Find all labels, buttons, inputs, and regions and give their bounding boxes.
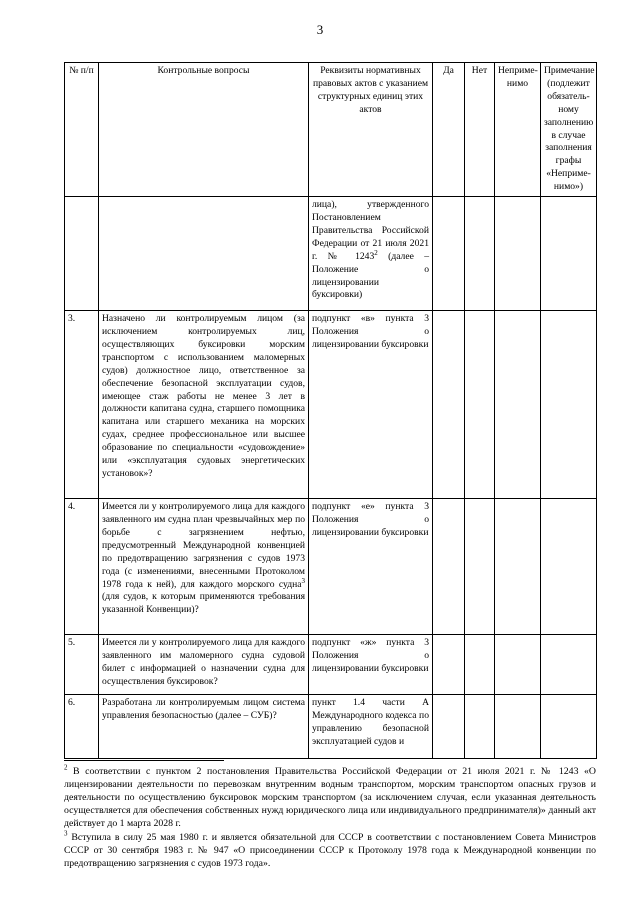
footnote-2: $^2$ В соответствии с пунктом 2 постановления Правительства Российской Федерации от 21 июля 2021 г. № 1243 «О лицензировании деятельности по перевозкам внутренним водным транспортом, морским транспортом опасных грузов и деятельности по осуществлению буксировок морским транспортом (за исключением случая, если указанная деятельность осуществляется для обеспечения собственных нужд юридического лица или индивидуального предпринимателя)» данный акт действует до 1 марта 2028 г.	[64, 763, 596, 829]
table-row-3	[65, 311, 597, 499]
table-header-row	[65, 63, 597, 197]
cell-not-applicable[interactable]	[495, 695, 541, 759]
cell-note[interactable]	[541, 311, 597, 499]
cell-yes[interactable]	[433, 311, 465, 499]
header-requisites: Реквизиты нормативных правовых актов с указанием структурных единиц этих актов	[309, 63, 433, 197]
footnotes	[64, 765, 596, 871]
header-questions: Контрольные вопросы	[99, 63, 309, 197]
cell-no[interactable]	[465, 695, 495, 759]
cell-not-applicable[interactable]	[495, 311, 541, 499]
header-number: № п/п	[65, 63, 99, 197]
cell-number	[65, 197, 99, 311]
cell-note[interactable]	[541, 499, 597, 635]
cell-no[interactable]	[465, 311, 495, 499]
cell-note[interactable]	[541, 635, 597, 695]
cell-no[interactable]	[465, 197, 495, 311]
cell-no[interactable]	[465, 635, 495, 695]
cell-question: Разработана ли контролируемым лицом система управления безопасностью (далее – СУБ)?	[99, 695, 309, 759]
cell-requisite: подпункт «в» пункта 3 Положения о лицензировании буксировки	[309, 311, 433, 499]
cell-number: 3.	[65, 311, 99, 499]
header-not-applicable: Неприме-нимо	[495, 63, 541, 197]
footnote-ref-2: 2	[374, 248, 378, 257]
cell-yes[interactable]	[433, 695, 465, 759]
cell-not-applicable[interactable]	[495, 197, 541, 311]
cell-question: Имеется ли у контролируемого лица для каждого заявленного им судна план чрезвычайных мер по борьбе с загрязнением нефтью, предусмотренный Международной конвенцией по предотвращению загрязнения с судов 1973 года (с изменениями, внесенными Протоколом 1978 года к ней), для каждого морского судна$^3$ (для судов, к которым применяются требования указанной Конвенции)?	[99, 499, 309, 635]
table-row-continuation	[65, 197, 597, 311]
cell-note[interactable]	[541, 197, 597, 311]
cell-no[interactable]	[465, 499, 495, 635]
page-number: 3	[316, 22, 324, 37]
cell-yes[interactable]	[433, 635, 465, 695]
cell-requisite: пункт 1.4 части А Международного кодекса по управлению безопасной эксплуатацией судов и	[309, 695, 433, 759]
footnote-ref-3: 3	[301, 576, 305, 585]
cell-yes[interactable]	[433, 499, 465, 635]
cell-note[interactable]	[541, 695, 597, 759]
cell-requisite: подпункт «ж» пункта 3 Положения о лицензировании буксировки	[309, 635, 433, 695]
cell-question	[99, 197, 309, 311]
cell-not-applicable[interactable]	[495, 635, 541, 695]
header-no: Нет	[465, 63, 495, 197]
table-row-6	[65, 695, 597, 759]
cell-number: 6.	[65, 695, 99, 759]
table-row-5	[65, 635, 597, 695]
cell-yes[interactable]	[433, 197, 465, 311]
cell-question: Имеется ли у контролируемого лица для каждого заявленного им маломерного судна судовой билет с информацией о назначении судна для осуществления буксировок?	[99, 635, 309, 695]
checklist-table	[64, 62, 597, 759]
cell-requisite: лица), утвержденного Постановлением Правительства Российской Федерации от 21 июля 2021 г. № 1243$^2$ (далее – Положение о лицензировании буксировки)	[309, 197, 433, 311]
cell-question: Назначено ли контролируемым лицом (за исключением контролируемых лиц, осуществляющих буксировки морским транспортом с использованием маломерных судов) должностное лицо, ответственное за обеспечение безопасной эксплуатации судов, имеющее стаж работы не менее 3 лет в должности капитана судна, старшего помощника капитана или старшего механика на морских судах, среднее профессиональное или высшее образование по специальности «судовождение» или «эксплуатация судовых энергетических установок»?	[99, 311, 309, 499]
cell-not-applicable[interactable]	[495, 499, 541, 635]
cell-number: 5.	[65, 635, 99, 695]
header-note: Примечание (подлежит обязатель-ному заполнению в случае заполнения графы «Неприме-нимо»)	[541, 63, 597, 197]
cell-requisite: подпункт «е» пункта 3 Положения о лицензировании буксировки	[309, 499, 433, 635]
table-row-4	[65, 499, 597, 635]
footnote-separator	[64, 760, 224, 761]
cell-number: 4.	[65, 499, 99, 635]
header-yes: Да	[433, 63, 465, 197]
footnote-3: $^3$ Вступила в силу 25 мая 1980 г. и является обязательной для СССР в соответствии с постановлением Совета Министров СССР от 30 сентября 1983 г. № 947 «О присоединении СССР к Протоколу 1978 года к Международной конвенции по предотвращению загрязнения с судов 1973 года».	[64, 829, 596, 869]
